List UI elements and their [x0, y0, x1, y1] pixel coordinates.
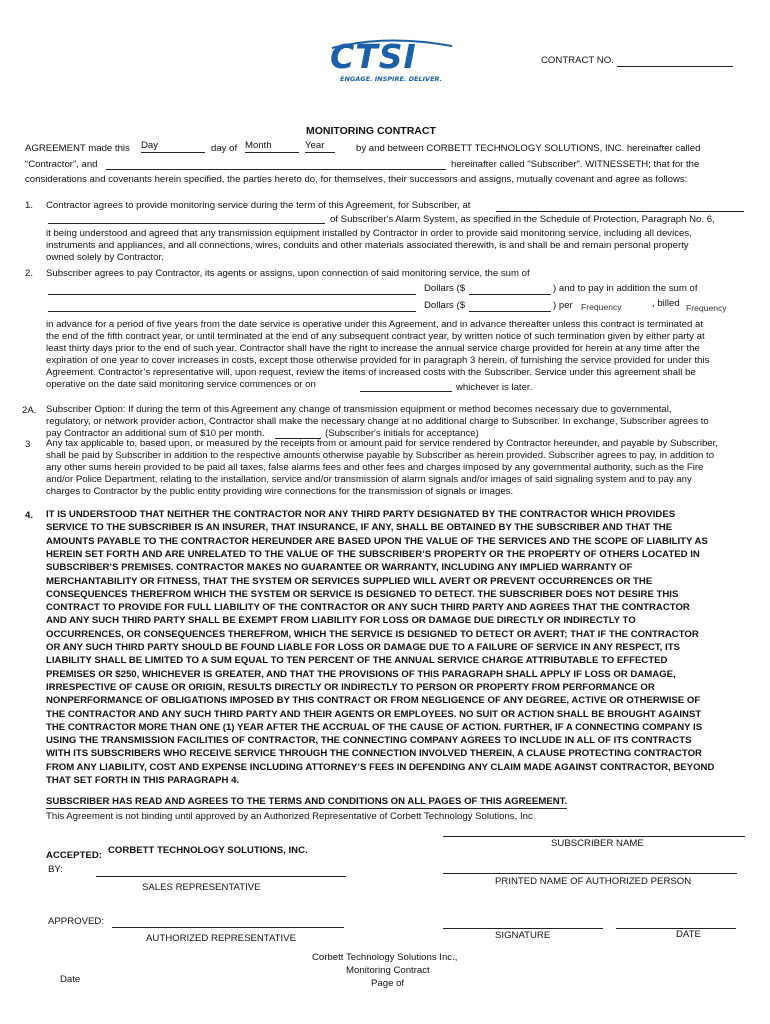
footer-page: Page of: [371, 978, 405, 989]
sales-rep-label: SALES REPRESENTATIVE: [142, 882, 261, 893]
clause1-line5: owned solely by Contractor.: [46, 252, 164, 263]
logo-name: CTSI: [330, 37, 417, 76]
clause1-line4: instruments and appliances, and all connections, wires, conduits and other materials associated therewith, is and shall be and remain personal property: [46, 240, 689, 251]
month-field[interactable]: [245, 140, 299, 153]
clause3-line-2: shall be paid by Subscriber in addition to the respective amounts otherwise payable by Subscriber as herein provided. Subscriber agrees to pay, in addition to: [46, 450, 715, 461]
company-name: CORBETT TECHNOLOGY SOLUTIONS, INC.: [108, 845, 308, 856]
clause4-line: USING THE TRANSMISSION FACILITIES OF CONTRACTOR, THE CONNECTING COMPANY AGREES TO INCLUDE IN ALL OF ITS CONTRACTS: [46, 735, 692, 747]
printed-name-field[interactable]: [443, 873, 737, 874]
clause2-number: 2.: [25, 268, 34, 279]
page-title: MONITORING CONTRACT: [306, 125, 436, 137]
clause4-line: LIABILITY SHALL BE LIMITED TO A SUM EQUAL TO TEN PERCENT OF THE ANNUAL SERVICE CHARGE ATTRIBUTABLE TO EFFECTED: [46, 655, 668, 667]
clause4-line: CONTRACT TO PROVIDE FOR FULL LIABILITY OF THE CONTRACTOR OR ANY SUCH THIRD PARTY AND AGREES THAT THE CONTRACTOR: [46, 602, 690, 614]
logo-tagline: ENGAGE. INSPIRE. DELIVER.: [340, 75, 443, 83]
by-label: BY:: [48, 864, 63, 875]
frequency-field-2[interactable]: Frequency: [686, 303, 727, 313]
subscriber-name-signature-field[interactable]: [443, 836, 745, 837]
clause2a-line1: Subscriber Option: If during the term of this Agreement any change of transmission equipment or method becomes necessary due to governmental,: [46, 404, 672, 415]
clause4-line: AND ANY SUCH THIRD PARTY SHALL BE EXEMPT FROM LIABILITY FOR LOSS OR DAMAGE DUE DIRECTLY OR INDIRECTLY TO: [46, 615, 636, 627]
footer-doc-name: Monitoring Contract: [346, 965, 430, 976]
clause1-number: 1.: [25, 200, 34, 211]
company-logo: [326, 38, 456, 88]
intro-between: by and between CORBETT TECHNOLOGY SOLUTIONS, INC. hereinafter called: [356, 143, 701, 154]
clause2-line1: Subscriber agrees to pay Contractor, its agents or assigns, upon connection of said monitoring service, the sum of: [46, 268, 530, 279]
clause2-whichever: whichever is later.: [456, 382, 533, 393]
dollars-label-1: Dollars ($: [424, 283, 466, 294]
billed-label: , billed: [652, 298, 680, 309]
clause4-line: THE CONTRACTOR AND ANY SUCH THIRD PARTY AND THEIR AGENTS OR EMPLOYEES. NO SUIT OR ACTION SHALL BE BROUGHT AGAINST: [46, 708, 702, 720]
install-amount-words-field[interactable]: [48, 294, 416, 295]
footer-company: Corbett Technology Solutions Inc.,: [312, 952, 458, 963]
monitoring-amount-words-field[interactable]: [48, 311, 416, 312]
year-placeholder: Year: [305, 140, 325, 151]
clause2a-line3: pay Contractor an additional sum of $10 per month.: [46, 428, 265, 439]
clause2a-initials: (Subscriber's initials for acceptance): [325, 428, 479, 439]
clause4-line: IT IS UNDERSTOOD THAT NEITHER THE CONTRACTOR NOR ANY THIRD PARTY DESIGNATED BY THE CONTRACTOR WHICH PROVIDES: [46, 509, 676, 520]
sales-rep-signature-field[interactable]: [96, 876, 346, 877]
install-amount-field[interactable]: [469, 294, 551, 295]
intro-day-of: day of: [211, 143, 238, 154]
clause1-line2: of Subscriber's Alarm System, as specified in the Schedule of Protection, Paragraph No. 6,: [330, 214, 715, 225]
clause1-line3: it being understood and agreed that any transmission equipment installed by Contractor in order to provide said monitoring service, including all devices,: [46, 228, 692, 239]
year-field[interactable]: [305, 140, 335, 153]
pay-addition-label: ) and to pay in addition the sum of: [553, 283, 698, 294]
contract-no-label: CONTRACT NO.: [541, 55, 614, 66]
start-date-field[interactable]: [360, 391, 452, 392]
clause4-line: CONSEQUENCES THEREFROM WHICH THE SYSTEM OR SERVICE IS DESIGNED TO DETECT. THE SUBSCRIBER DOES NOT DESIRE THIS: [46, 588, 679, 600]
dollars-label-2: Dollars ($: [424, 300, 466, 311]
subscriber-name-label: SUBSCRIBER NAME: [551, 838, 644, 849]
subscriber-signature-field[interactable]: [443, 928, 603, 929]
date-left-label: Date: [60, 974, 81, 985]
intro-agreement-made: AGREEMENT made this: [25, 143, 130, 154]
clause2-para-3: least thirty days prior to the end of such year. Contractor shall have the right to increase the annual service charge provided for herein at any time after the: [46, 343, 700, 354]
clause2-para-4: expiration of one year to cover increases in costs, except those otherwise provided for in paragraph 3 herein, of furnishing the service provided for under this: [46, 355, 710, 366]
printed-name-label: PRINTED NAME OF AUTHORIZED PERSON: [495, 876, 692, 887]
day-field[interactable]: [141, 140, 205, 153]
day-placeholder: Day: [141, 140, 159, 151]
frequency-field-1[interactable]: Frequency: [581, 302, 622, 312]
clause4-line: OCCURRENCES, OR CONSEQUENCES THEREFROM, WHICH THE SERVICE IS DESIGNED TO DETECT OR AVERT; THAT IF THE CONTRACTOR: [46, 628, 699, 640]
clause4-line: OR ANY SUCH THIRD PARTY SHOULD BE FOUND LIABLE FOR LOSS OR DAMAGE DUE TO A FAILURE OF SERVICE IN ANY RESPECT, ITS: [46, 642, 680, 653]
signature-label: SIGNATURE: [495, 930, 551, 941]
clause4-line: FROM ANY LIABILITY, COST AND EXPENSE INCLUDING ATTORNEY’S FEES IN DEFENDING ANY CLAIM MADE AGAINST CONTRACTOR, BEYOND: [46, 761, 715, 773]
clause4-line: THE CONTRACTOR MORE THAN ONE (1) YEAR AFTER THE ACCRUAL OF THE CAUSE OF ACTION. FURTHER, IF A CONNECTING COMPANY IS: [46, 721, 703, 733]
clause4-line: IRRESPECTIVE OF CAUSE OR ORIGIN, RESULTS DIRECTLY OR INDIRECTLY TO PERSON OR PROPERTY FROM PERFORMANCE OR: [46, 681, 655, 693]
monitoring-amount-field[interactable]: [469, 311, 551, 312]
clause2-operative: operative on the date said monitoring service commences or on: [46, 379, 316, 390]
clause2-para-2: the end of the fifth contract year, or until terminated at the end of any subsequent contract year, by written notice of such termination given by either party at: [46, 331, 705, 342]
intro-contractor-and: “Contractor”, and: [25, 159, 98, 170]
subscriber-address-field-2[interactable]: [48, 223, 325, 224]
subscriber-address-field[interactable]: [496, 211, 744, 212]
per-label: ) per: [553, 300, 573, 311]
not-binding-notice: This Agreement is not binding until approved by an Authorized Representative of Corbett Technology Solutions, Inc: [46, 811, 533, 822]
intro-considerations: considerations and covenants herein specified, the parties hereto do, for themselves, their successors and assigns, mutually covenant and agree as follows:: [25, 174, 688, 185]
clause4-line: NONPERFORMANCE OF OBLIGATIONS IMPOSED BY THIS CONTRACT OR FROM NEGLIGENCE OF ANY DEGREE, ACTIVE OR OTHERWISE OF: [46, 695, 701, 707]
clause3-line-1: Any tax applicable to, based upon, or measured by the receipts from or amount paid for service rendered by Contractor hereunder, and payable by Subscriber,: [46, 438, 718, 449]
clause4-line: MERCHANTABILITY OR FITNESS, THAT THE SYSTEM OR SERVICES SUPPLIED WILL AVERT OR PREVENT OCCURRENCES OR THE: [46, 575, 653, 587]
clause1-line1: Contractor agrees to provide monitoring service during the term of this Agreement, for Subscriber, at: [46, 200, 471, 211]
intro-subscriber-called: hereinafter called "Subscriber". WITNESSETH; that for the: [451, 159, 700, 170]
clause4-line: SUBSCRIBER’S PREMISES. CONTRACTOR MAKES NO GUARANTEE OR WARRANTY, INCLUDING ANY IMPLIED WARRANTY OF: [46, 562, 633, 574]
subscriber-name-field[interactable]: [106, 169, 446, 170]
clause4-line: SERVICE TO THE SUBSCRIBER IS AN INSURER, THAT INSURANCE, IF ANY, SHALL BE OBTAINED BY THE SUBSCRIBER AND THAT THE: [46, 522, 673, 534]
approved-label: APPROVED:: [48, 916, 104, 927]
clause2a-number: 2A.: [22, 405, 37, 416]
read-and-agrees: SUBSCRIBER HAS READ AND AGREES TO THE TERMS AND CONDITIONS ON ALL PAGES OF THIS AGREEMENT.: [46, 796, 568, 807]
month-placeholder: Month: [245, 140, 272, 151]
clause3-line-3: any other sums herein provided to be paid all taxes, false alarms fees and other fees and charges imposed by any governmental authority, such as the Fire: [46, 462, 704, 473]
contract-no-field[interactable]: [617, 66, 733, 67]
clause4-number: 4.: [25, 510, 34, 521]
clause3-number: 3: [25, 439, 31, 450]
clause4-line: WITH ITS SUBSCRIBERS WHO RECEIVE SERVICE THROUGH THE CONNECTION INVOLVED THEREIN, A CLAUSE PROTECTING CONTRACTOR: [46, 748, 702, 760]
clause4-line: HEREIN SET FORTH AND ARE UNRELATED TO THE VALUE OF THE SUBSCRIBER’S PROPERTY OR THE PROPERTY OF OTHERS LOCATED IN: [46, 548, 700, 560]
clause2-para-1: in advance for a period of five years from the date service is operative under this Agreement, and in advance thereafter unless this contract is terminated at: [46, 319, 703, 330]
clause2-para-5: Agreement. Contractor’s representative will, upon request, review the items of increased costs with the Subscriber. Service under this agreement shall be: [46, 367, 696, 378]
clause2a-line2: regulatory, or network provider action, Contractor shall make the necessary change at no additional charge to Subscriber. In exchange, Subscriber agrees to: [46, 416, 709, 427]
clause4-line: AMOUNTS PAYABLE TO THE CONTRACTOR HEREUNDER ARE BASED UPON THE VALUE OF THE SERVICES AND THE SCOPE OF LIABILITY AS: [46, 535, 708, 547]
clause3-line-5: charges to Contractor by the public entity providing wire connections for the transmission of signals or images.: [46, 486, 514, 497]
clause3-line-4: and/or Police Department, relating to the installation, service and/or transmission of alarm signals and/or images of said signaling system and to pay any: [46, 474, 692, 485]
approved-signature-field[interactable]: [112, 927, 344, 928]
accepted-label: ACCEPTED:: [46, 850, 102, 861]
clause4-line: PREMISES OR $250, WHICHEVER IS GREATER, AND THAT THE PROVISIONS OF THIS PARAGRAPH SHALL APPLY IF LOSS OR DAMAGE,: [46, 668, 676, 680]
authorized-rep-label: AUTHORIZED REPRESENTATIVE: [146, 933, 296, 944]
clause4-line: THAT SET FORTH IN THIS PARAGRAPH 4.: [46, 775, 240, 786]
date-right-label: DATE: [676, 929, 701, 940]
